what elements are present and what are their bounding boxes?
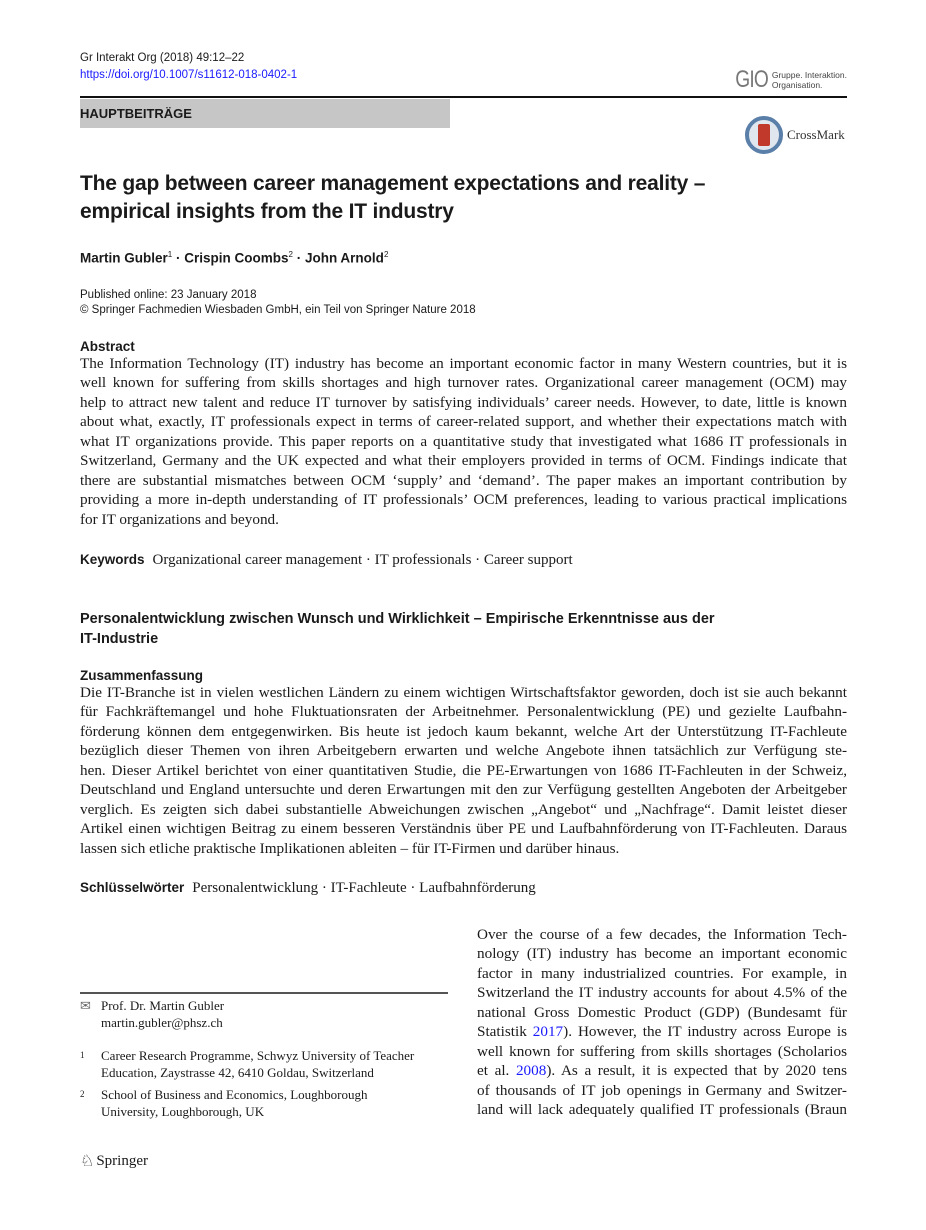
keywords: Keywords Organizational career management · IT professionals · Career support <box>80 552 573 568</box>
author: John Arnold <box>304 250 384 266</box>
corresponding-author: ✉ Prof. Dr. Martin Gubler martin.gubler@phsz.ch <box>80 998 225 1030</box>
text-line: well known for suffering from skills shortages and high turnover rates. Organizational career management (OCM) may <box>80 374 847 392</box>
footnote-rule <box>80 992 448 994</box>
springer-horse-icon: ♘ <box>80 1153 95 1170</box>
schluesselwoerter: Schlüsselwörter Personalentwicklung · IT-Fachleute · Laufbahnförderung <box>80 880 536 896</box>
text-line: lassen sich etliche praktische Implikationen ableiten – für IT-Firmen und darüber hinaus. <box>80 839 620 857</box>
citation-link[interactable]: 2017 <box>532 1023 564 1041</box>
text-line: Over the course of a few decades, the Information Tech- <box>477 926 847 943</box>
crossmark-badge[interactable] <box>745 116 845 154</box>
text-line: help to attract new talent and reduce IT turnover by satisfying individuals’ career needs. However, to date, little is known <box>80 393 847 411</box>
article-title: The gap between career management expectations and reality – empirical insights from the IT industry <box>80 172 706 223</box>
gio-logo <box>727 66 847 94</box>
crossmark-label: CrossMark <box>787 127 845 142</box>
email-link: martin.gubler@phsz.ch <box>101 1015 223 1030</box>
text-line: Switzerland, Germany and the UK expected and what their employers provided in terms of OCM. Findings indicate that <box>80 452 847 470</box>
author: Crispin Coombs <box>184 250 289 266</box>
journal-citation: Gr Interakt Org (2018) 49:12–22 <box>80 52 245 64</box>
zusammenfassung-body <box>80 683 847 858</box>
envelope-icon: ✉ <box>80 998 91 1013</box>
zusammenfassung-heading: Zusammenfassung <box>80 668 204 683</box>
text-line: verglich. Es zeigten sich dabei substantielle Abweichungen zwischen „Angebot“ und „Nachfrage“. Damit leistet dieser <box>80 800 847 818</box>
text-line: there are substantial mismatches between OCM ‘supply’ and ‘demand’. The paper makes an important contribution by <box>80 471 847 489</box>
text-line: Die IT-Branche ist in vielen westlichen Ländern zu einem wichtigen Wirtschaftsfaktor geworden, doch ist sie auch bekannt <box>80 684 847 701</box>
crossmark-icon <box>745 116 783 154</box>
abstract <box>80 339 847 529</box>
text-line: bezüglich dieser Themen von ihren Arbeitgebern erwarten und welche Angebote ihnen tatsächlich zur Verfügung ste- <box>80 742 847 760</box>
doi-link[interactable]: https://doi.org/10.1007/s11612-018-0402-1 <box>80 69 298 81</box>
text-line: förderung können dem entgegenwirken. Bis heute ist jedoch kaum bekannt, welche Art der Unterstützung IT-Fachleute <box>80 722 847 740</box>
affiliation-1: 1 Career Research Programme, Schwyz University of Teacher Education, Zaystrasse 42, 6410 Goldau, Switzerland <box>80 1048 415 1080</box>
text-line: factor in many industrialized countries. For example, in <box>477 964 847 982</box>
german-title: Personalentwicklung zwischen Wunsch und Wirklichkeit – Empirische Erkenntnisse aus der IT-Industrie <box>80 611 715 647</box>
text-line: für Fachkräftemangel und hohe Fluktuationsraten der Arbeitnehmer. Personalentwicklung (PE) und gezielte Laufbahn- <box>80 703 847 721</box>
text-line: The Information Technology (IT) industry has become an important economic factor in many Western countries, but it is <box>80 355 847 372</box>
journal-info <box>80 50 297 84</box>
body-text <box>477 925 847 1120</box>
citation-link[interactable]: 2008 <box>515 1062 547 1080</box>
logo-mark: GIO <box>735 66 768 93</box>
publication-info: Published online: 23 January 2018 © Springer Fachmedien Wiesbaden GmbH, ein Teil von Springer Nature 2018 <box>80 289 476 316</box>
affiliation-2: 2 School of Business and Economics, Loughborough University, Loughborough, UK <box>80 1087 368 1119</box>
text-line: hen. Dieser Artikel berichtet von einer quantitativen Studie, die PE-Erwartungen von 1686 IT-Fachleuten in der Schweiz, <box>80 761 847 779</box>
abstract-body <box>80 354 847 529</box>
abstract-heading: Abstract <box>80 339 135 354</box>
text-line: et al. 2008). As a result, it is expected that by 2020 tens <box>477 1062 847 1080</box>
text-line: national Gross Domestic Product (GDP) (Bundesamt für <box>477 1003 847 1021</box>
section-label: HAUPTBEITRÄGE <box>80 99 450 128</box>
text-line: land will lack adequately qualified IT professionals (Braun <box>477 1101 847 1119</box>
header-rule <box>80 96 847 98</box>
text-line: about what, exactly, IT professionals expect in terms of career-related support, and whether their expectations match with <box>80 413 847 431</box>
text-line: Artikel einen wichtigen Beitrag zu einem besseren Verständnis über PE und Laufbahnförderung von IT-Fachleuten. Daraus <box>80 820 847 838</box>
text-line: of thousands of IT job openings in Germany and Switzer- <box>477 1081 847 1099</box>
text-line: for IT organizations and beyond. <box>80 510 279 528</box>
author-list: Martin Gubler$^1$ · Crispin Coombs$^2$ · John Arnold$^2$ <box>80 250 389 266</box>
logo-text: Gruppe. Interaktion. Organisation. <box>771 70 847 90</box>
text-line: what IT organizations provide. This paper reports on a quantitative study that investigated what 1686 IT professionals in <box>80 432 847 450</box>
text-line: Switzerland the IT industry accounts for about 4.5% of the <box>477 984 847 1002</box>
springer-logo: ♘ Springer <box>80 1152 149 1170</box>
text-line: well known for suffering from skills shortages (Scholarios <box>477 1042 847 1060</box>
text-line: Statistik 2017). However, the IT industry across Europe is <box>477 1023 847 1041</box>
author: Martin Gubler <box>80 250 168 266</box>
zusammenfassung <box>80 668 847 858</box>
text-line: nology (IT) industry has become an important economic <box>477 945 847 963</box>
text-line: providing a more in-depth understanding of IT professionals’ OCM preferences, leading to various practical implications <box>80 491 847 509</box>
text-line: Deutschland und England untersuchte und deren Erwartungen mit den zur Verfügung gestellten Angeboten der Arbeitgeber <box>80 781 847 799</box>
